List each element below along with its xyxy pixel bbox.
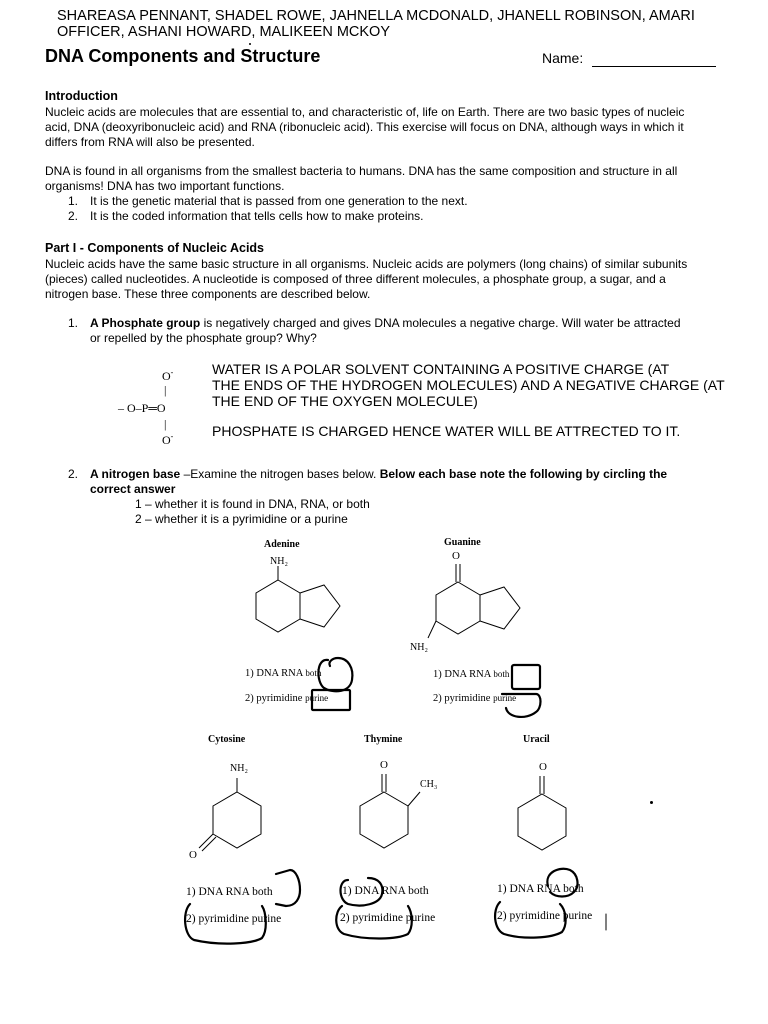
part1-heading: Part I - Components of Nucleic Acids: [45, 241, 265, 255]
guanine-circles: [498, 660, 558, 720]
cytosine-label: Cytosine: [208, 734, 246, 745]
name-blank-line[interactable]: [592, 66, 716, 67]
adenine-circles: [310, 652, 370, 722]
page-title: DNA Components and Structure: [45, 46, 321, 66]
guanine-structure: [420, 562, 535, 647]
uracil-answer-1: 1) DNA RNA both: [497, 883, 584, 895]
q2-text: A nitrogen base –Examine the nitrogen bases below. Below each base note the following by circling the correct answer: [90, 467, 668, 496]
guanine-answer-2: 2) pyrimidine purine: [433, 693, 517, 704]
cytosine-structure: [185, 776, 275, 856]
q1-number: 1.: [68, 316, 79, 330]
thymine-label: Thymine: [364, 734, 403, 745]
stray-dot: [249, 43, 251, 45]
cytosine-o: O: [189, 849, 197, 861]
intro-p2-line: DNA is found in all organisms from the smallest bacteria to humans. DNA has the same composition and structure in all: [45, 164, 678, 178]
phosphate-bond: |: [164, 417, 167, 431]
guanine-label: Guanine: [444, 537, 481, 548]
name-label: Name:: [542, 50, 584, 66]
intro-p2-line: organisms! DNA has two important functions.: [45, 179, 285, 193]
stray-dot: [650, 801, 653, 804]
intro-p1-line: Nucleic acids are molecules that are essential to, and characteristic of, life on Earth. There are two basic types of nucleic: [45, 105, 685, 119]
q2-subitems: [135, 497, 370, 527]
part1-line: Nucleic acids have the same basic structure in all organisms. Nucleic acids are polymers (long chains) of similar subunits: [45, 257, 688, 271]
list-item: 2. It is the coded information that tells cells how to make proteins.: [68, 209, 424, 223]
cytosine-circles: [180, 864, 310, 949]
thymine-answer-1: 1) DNA RNA both: [342, 885, 429, 897]
q2-bold: A nitrogen base: [90, 467, 181, 481]
phosphate-bond: |: [164, 383, 167, 397]
q1-bold: A Phosphate group: [90, 316, 201, 330]
q1-text: [90, 316, 750, 346]
phosphate-structure: [118, 364, 208, 448]
phosphate-o-bottom: O-: [162, 432, 174, 447]
uracil-circles: [490, 862, 615, 947]
authors-line-1: SHAREASA PENNANT, SHADEL ROWE, JAHNELLA MCDONALD, JHANELL ROBINSON, AMARI: [57, 8, 695, 24]
authors: [57, 8, 757, 40]
q2-number: 2.: [68, 467, 79, 481]
uracil-label: Uracil: [523, 734, 550, 745]
adenine-answer-1: 1) DNA RNA both: [245, 668, 322, 679]
function-list: [68, 194, 468, 224]
guanine-nh2: NH₂: [410, 642, 428, 653]
q1-answer-line: THE ENDS OF THE HYDROGEN MOLECULES) AND A NEGATIVE CHARGE (AT: [212, 377, 725, 393]
cytosine-answer-1: 1) DNA RNA both: [186, 886, 273, 898]
q1-text-line: or repelled by the phosphate group? Why?: [90, 331, 317, 345]
q2-subitem: 2 – whether it is a pyrimidine or a purine: [135, 512, 348, 526]
part1-line: (pieces) called nucleotides. A nucleotide is composed of three different molecules, a phosphate group, a sugar, and a: [45, 272, 666, 286]
cytosine-answer-2: 2) pyrimidine purine: [186, 913, 282, 925]
thymine-structure: [350, 770, 430, 855]
adenine-nh2: NH₂: [270, 556, 288, 567]
thymine-circles: [330, 866, 440, 946]
part1-line: nitrogen base. These three components are described below.: [45, 287, 371, 301]
q2-subitem: 1 – whether it is found in DNA, RNA, or both: [135, 497, 370, 511]
adenine-structure: [240, 566, 350, 646]
adenine-label: Adenine: [264, 539, 300, 550]
q1-answer-line: THE END OF THE OXYGEN MOLECULE): [212, 393, 478, 409]
q1-answer-line: WATER IS A POLAR SOLVENT CONTAINING A POSITIVE CHARGE (AT: [212, 361, 670, 377]
intro-p1-line: differs from RNA will also be presented.: [45, 135, 255, 149]
thymine-ch3: CH₃: [420, 779, 438, 790]
intro-paragraph-1: [45, 105, 745, 150]
phosphate-o-top: O-: [162, 368, 174, 383]
phosphate-center: – O–P═O: [118, 401, 166, 415]
q1-text-line: is negatively charged and gives DNA molecules a negative charge. Will water be attracted: [200, 316, 681, 330]
authors-line-2: OFFICER, ASHANI HOWARD, MALIKEEN MCKOY: [57, 24, 391, 40]
uracil-structure: [510, 772, 580, 857]
q1-answer-line: PHOSPHATE IS CHARGED HENCE WATER WILL BE ATTRECTED TO IT.: [212, 423, 681, 439]
part1-paragraph: [45, 257, 755, 302]
uracil-o: O: [539, 761, 547, 773]
intro-p1-line: acid, DNA (deoxyribonucleic acid) and RNA (ribonucleic acid). This exercise will focus on DNA, although ways in which it: [45, 120, 684, 134]
q1-answer: [212, 361, 768, 439]
guanine-o: O: [452, 550, 460, 562]
cytosine-nh2: NH₂: [230, 763, 248, 774]
intro-heading: Introduction: [45, 89, 118, 103]
thymine-o: O: [380, 759, 388, 771]
thymine-answer-2: 2) pyrimidine purine: [340, 912, 436, 924]
uracil-answer-2: 2) pyrimidine purine: [497, 910, 593, 922]
list-item: 1. It is the genetic material that is passed from one generation to the next.: [68, 194, 468, 208]
intro-paragraph-2: [45, 164, 745, 194]
adenine-answer-2: 2) pyrimidine purine: [245, 693, 329, 704]
guanine-answer-1: 1) DNA RNA both: [433, 669, 510, 680]
